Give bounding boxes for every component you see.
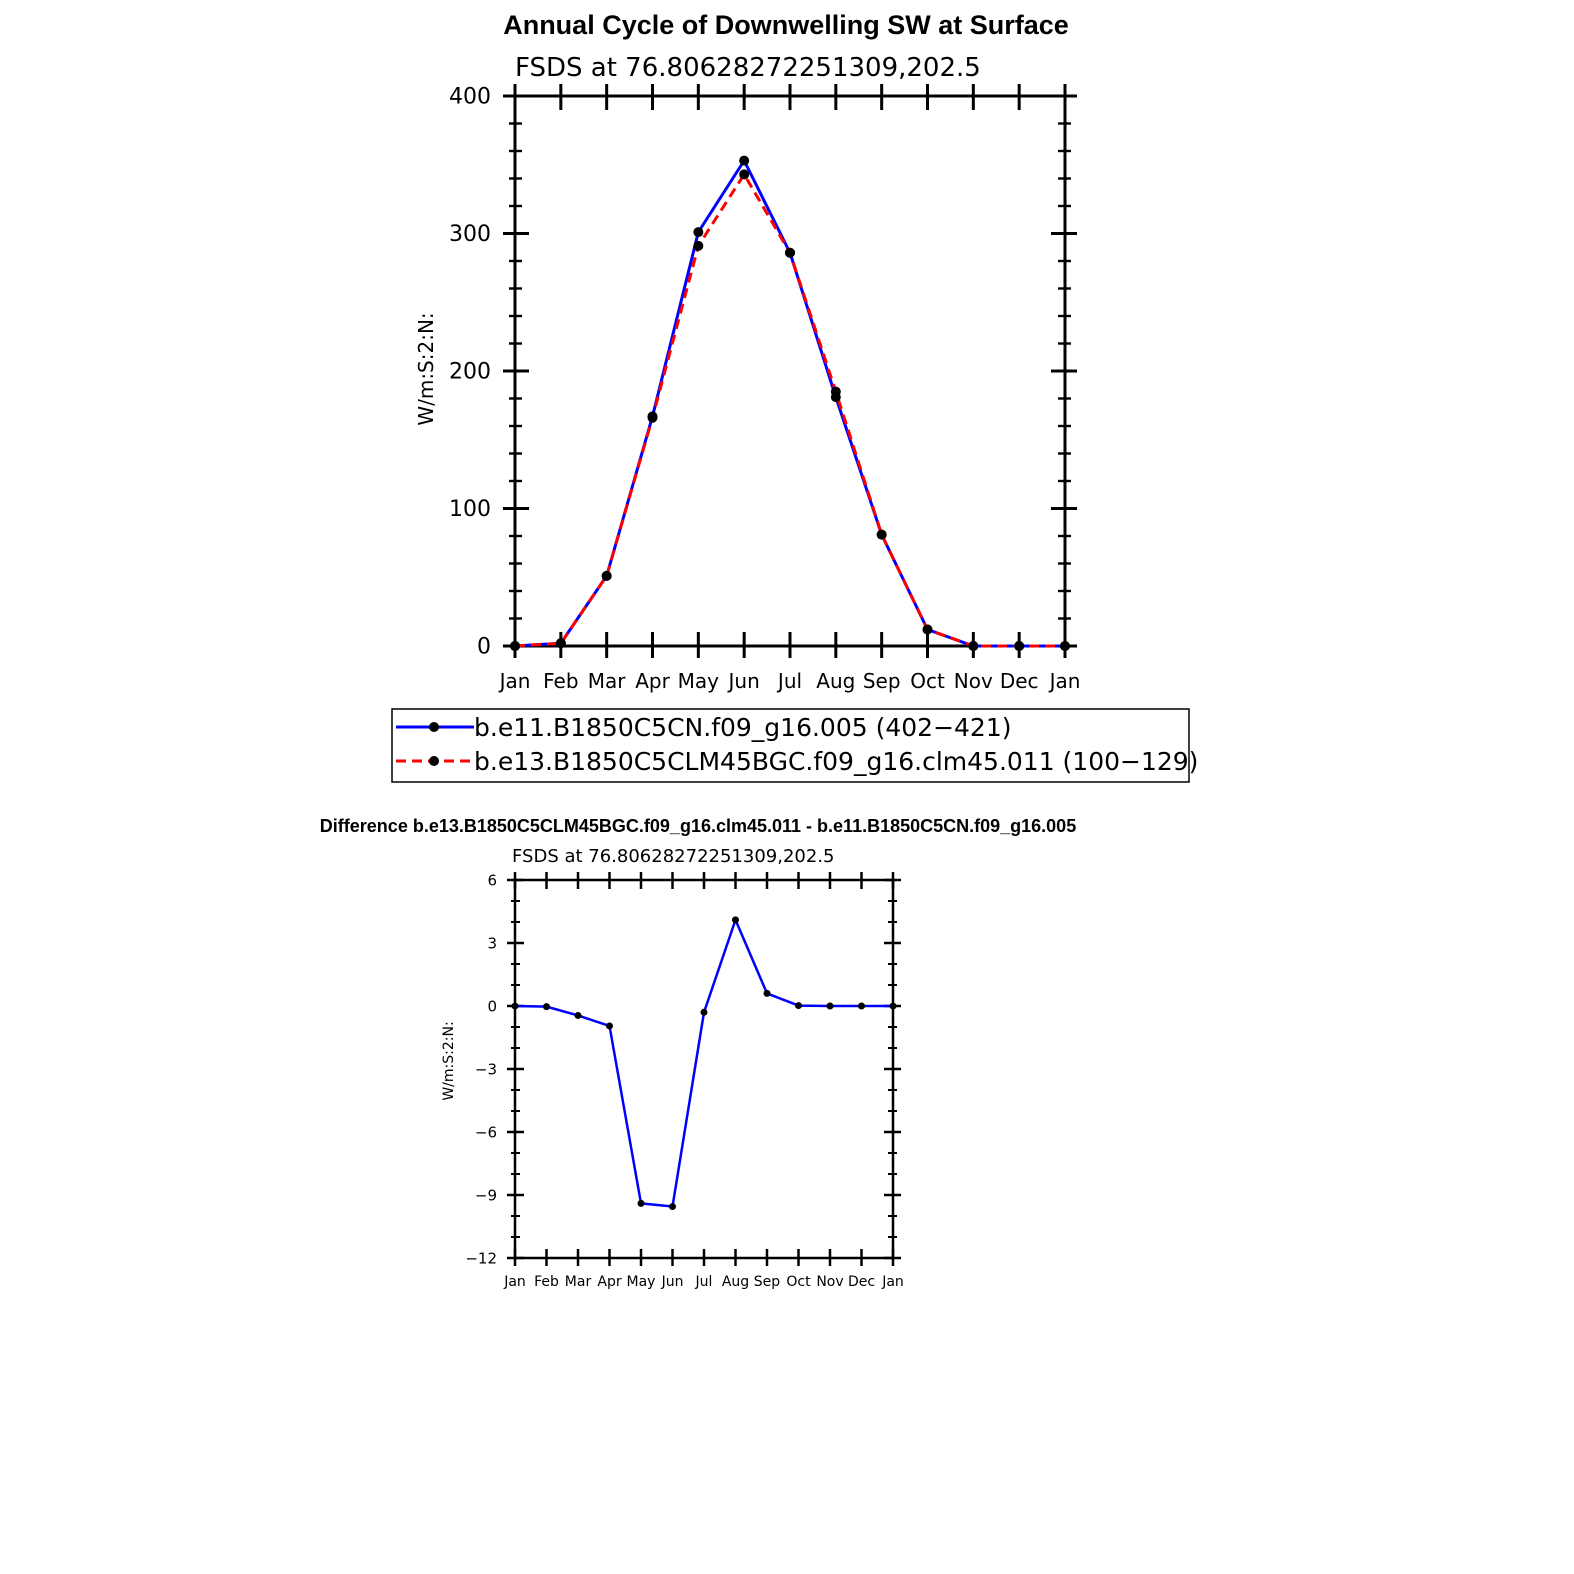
- annual-cycle-chart: [414, 10, 1080, 693]
- y-tick-label: −6: [474, 1123, 497, 1142]
- x-tick-label: Jun: [661, 1274, 684, 1290]
- y-tick-label: 6: [487, 871, 497, 890]
- x-tick-label: Dec: [847, 1274, 876, 1290]
- series-1-point: [890, 1003, 897, 1010]
- series-2-point: [968, 641, 978, 651]
- series-1-point: [739, 156, 749, 166]
- legend: [392, 709, 1198, 782]
- y-axis-label: W/m:S:2:N:: [414, 312, 438, 426]
- series-1-point: [701, 1009, 708, 1016]
- x-tick-label: Nov: [953, 669, 993, 693]
- legend-marker-2: [429, 756, 439, 766]
- difference-chart: [320, 816, 1076, 1290]
- series-2-point: [831, 387, 841, 397]
- y-tick-label: 100: [449, 497, 491, 523]
- series-1-point: [795, 1002, 802, 1009]
- y-tick-label: 300: [449, 222, 491, 248]
- series-1-point: [732, 916, 739, 923]
- x-tick-label: May: [677, 669, 720, 693]
- series-2-point: [510, 641, 520, 651]
- series-2-point: [1060, 641, 1070, 651]
- series-line-1: [515, 161, 1065, 646]
- x-tick-label: Jul: [777, 669, 803, 693]
- series-line-2: [515, 174, 1065, 646]
- series-1-point: [512, 1003, 519, 1010]
- series-2-point: [877, 530, 887, 540]
- x-tick-label: Jan: [504, 1274, 526, 1290]
- series-1-point: [858, 1003, 865, 1010]
- x-tick-label: Oct: [910, 669, 945, 693]
- series-2-point: [923, 625, 933, 635]
- series-1-point: [764, 990, 771, 997]
- x-tick-label: May: [626, 1274, 656, 1290]
- difference-chart-subtitle: FSDS at 76.80628272251309,202.5: [512, 846, 835, 867]
- series-1-point: [827, 1003, 834, 1010]
- series-1-point: [693, 227, 703, 237]
- chart-title: Annual Cycle of Downwelling SW at Surface: [503, 10, 1069, 40]
- plot-frame: [515, 880, 893, 1258]
- x-tick-label: Nov: [816, 1274, 844, 1290]
- y-tick-label: −3: [474, 1060, 497, 1079]
- y-tick-label: 0: [477, 634, 491, 660]
- y-tick-label: 200: [449, 359, 491, 385]
- x-tick-label: Apr: [597, 1274, 622, 1290]
- x-tick-label: Jan: [1049, 669, 1081, 693]
- series-1-point: [543, 1003, 550, 1010]
- y-tick-label: 400: [449, 84, 491, 110]
- x-tick-label: Jan: [882, 1274, 904, 1290]
- y-tick-label: −9: [474, 1186, 497, 1205]
- series-2-point: [785, 248, 795, 258]
- y-tick-label: 0: [487, 997, 497, 1016]
- series-line-1: [515, 920, 893, 1207]
- x-tick-label: Jun: [728, 669, 760, 693]
- x-tick-label: Apr: [635, 669, 670, 693]
- x-tick-label: Feb: [534, 1274, 559, 1290]
- series-2-point: [648, 413, 658, 423]
- series-1-point: [606, 1022, 613, 1029]
- y-tick-label: −12: [465, 1249, 497, 1268]
- series-1-point: [669, 1203, 676, 1210]
- legend-label-1: b.e11.B1850C5CN.f09_g16.005 (402−421): [474, 713, 1012, 742]
- x-tick-label: Sep: [753, 1274, 781, 1290]
- series-2-point: [1014, 641, 1024, 651]
- x-tick-label: Jan: [499, 669, 531, 693]
- y-tick-label: 3: [487, 934, 497, 953]
- x-tick-label: Aug: [816, 669, 856, 693]
- series-1-point: [638, 1200, 645, 1207]
- series-2-point: [602, 571, 612, 581]
- legend-marker-1: [429, 722, 439, 732]
- difference-y-axis-label: W/m:S:2:N:: [441, 1021, 457, 1101]
- x-tick-label: Feb: [543, 669, 579, 693]
- plot-frame: [515, 96, 1065, 646]
- x-tick-label: Mar: [587, 669, 626, 693]
- series-1-point: [575, 1012, 582, 1019]
- series-2-point: [556, 638, 566, 648]
- x-tick-label: Mar: [564, 1274, 592, 1290]
- legend-label-2: b.e13.B1850C5CLM45BGC.f09_g16.clm45.011 (100−129): [474, 747, 1199, 776]
- difference-chart-title: Difference b.e13.B1850C5CLM45BGC.f09_g16.clm45.011 - b.e11.B1850C5CN.f09_g16.005: [319, 816, 1077, 836]
- x-tick-label: Oct: [786, 1274, 811, 1290]
- x-tick-label: Sep: [862, 669, 901, 693]
- x-tick-label: Dec: [999, 669, 1039, 693]
- x-tick-label: Jul: [695, 1274, 713, 1290]
- series-2-point: [739, 169, 749, 179]
- chart-subtitle: FSDS at 76.80628272251309,202.5: [515, 53, 981, 83]
- x-tick-label: Aug: [721, 1274, 750, 1290]
- series-2-point: [693, 241, 703, 251]
